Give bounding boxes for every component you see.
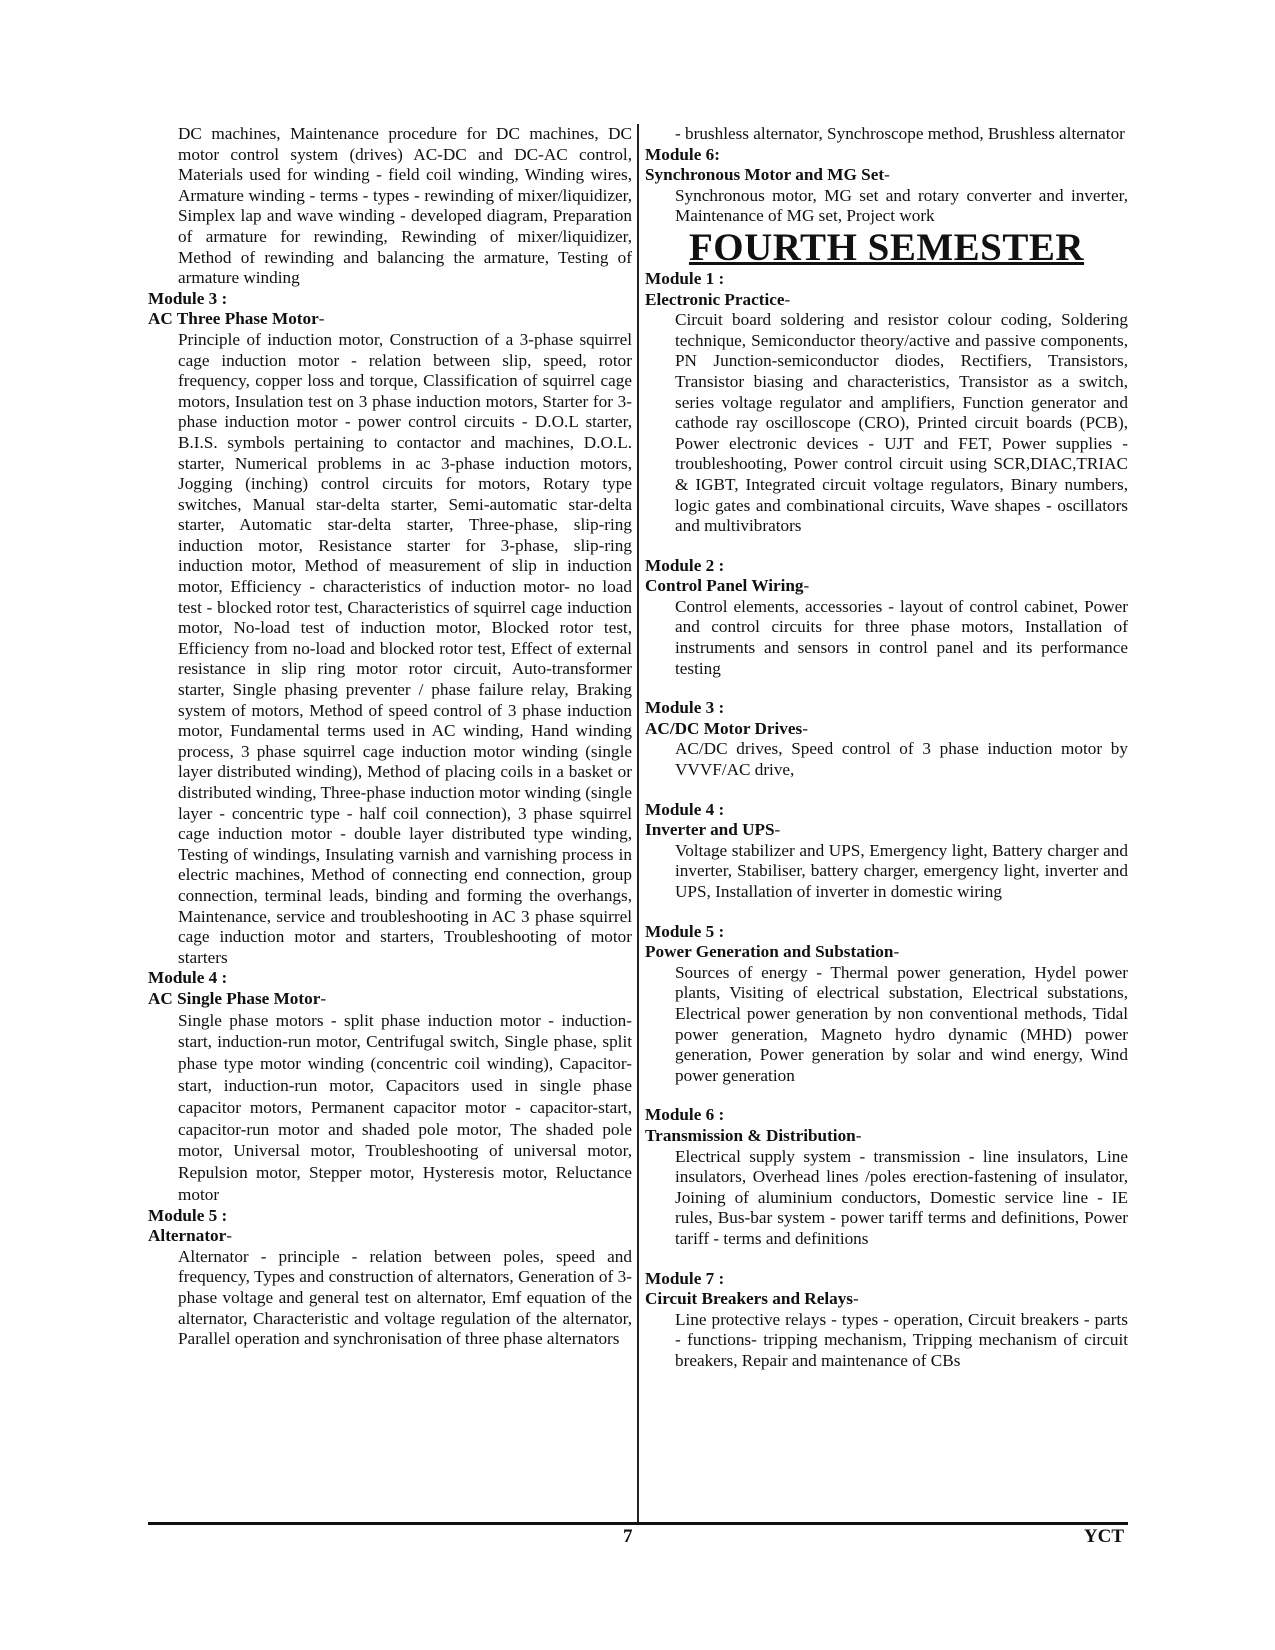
s4-module-6-label: Module 6 : — [645, 1105, 725, 1125]
column-divider — [637, 124, 639, 1522]
left-intro-text: DC machines, Maintenance procedure for DC machines, DC motor control system (drives) AC-DC and DC-AC control, Materials used for winding - field coil winding, Winding wires, Armature winding - terms - types - rewinding of mixer/liquidizer, Simplex lap and wave winding - developed diagram, Preparation of armature for rewinding, Rewinding of mixer/liquidizer, Method of rewinding and balancing the armature, Testing of armature winding — [178, 124, 632, 288]
s4-module-5-body: Sources of energy - Thermal power generation, Hydel power plants, Visiting of electrical substation, Electrical substations, Electrical power generation by non conventional methods, Tidal power generation, Magneto hydro dynamic (MHD) power generation, Power generation by solar and wind energy, Wind power generation — [675, 962, 1128, 1085]
spacer — [645, 1086, 1128, 1105]
page-number: 7 — [623, 1526, 633, 1547]
right-intro-text: - brushless alternator, Synchroscope method, Brushless alternator — [675, 124, 1125, 143]
spacer — [645, 679, 1128, 698]
footer-rule — [148, 1522, 1128, 1525]
module-4-label: Module 4 : — [148, 968, 228, 988]
s4-module-6-title: Transmission & Distribution- — [645, 1125, 862, 1145]
spacer — [645, 1250, 1128, 1269]
module-5-title: Alternator- — [148, 1226, 233, 1246]
spacer — [645, 537, 1128, 556]
module-3-title-text: AC Three Phase Motor — [148, 309, 319, 329]
s4-module-4-title-text: Inverter and UPS — [645, 820, 775, 840]
module-3-label: Module 3 : — [148, 288, 228, 308]
module-5-label: Module 5 : — [148, 1205, 228, 1225]
s4-module-4-label: Module 4 : — [645, 799, 725, 819]
r-module-6-label: Module 6: — [645, 144, 720, 164]
s4-module-3-title: AC/DC Motor Drives- — [645, 718, 808, 738]
s4-module-1-title-text: Electronic Practice — [645, 289, 785, 309]
s4-module-1-label: Module 1 : — [645, 268, 725, 288]
spacer — [645, 903, 1128, 922]
s4-module-7-title-text: Circuit Breakers and Relays — [645, 1289, 853, 1309]
s4-module-2-title-text: Control Panel Wiring — [645, 576, 804, 596]
s4-module-7-label: Module 7 : — [645, 1268, 725, 1288]
s4-module-5-label: Module 5 : — [645, 921, 725, 941]
r-module-6-title-text: Synchronous Motor and MG Set — [645, 165, 885, 185]
s4-module-1-title: Electronic Practice- — [645, 289, 791, 309]
module-3-body: Principle of induction motor, Construction of a 3-phase squirrel cage induction motor - relation between slip, speed, rotor frequency, copper loss and torque, Classification of squirrel cage motors, Insulation test on 3 phase induction motors, Starter for 3-phase induction motor - power control circuits - D.O.L starter, B.I.S. symbols pertaining to contactor and machines, D.O.L. starter, Numerical problems in ac 3-phase induction motors, Jogging (inching) control circuits for motors, Rotary type switches, Manual star-delta starter, Semi-automatic star-delta starter, Automatic star-delta starter, Three-phase, slip-ring induction motor, Resistance starter for 3-phase, slip-ring induction motor, Method of measurement of slip in induction motor, Efficiency - characteristics of induction motor- no load test - blocked rotor test, Characteristics of squirrel cage induction motor, No-load test of induction motor, Blocked rotor test, Efficiency from no-load and blocked rotor test, Effect of external resistance in slip ring motor rotor circuit, Auto-transformer starter, Single phasing preventer / phase failure relay, Braking system of motors, Method of speed control of 3 phase induction motor, Fundamental terms used in AC winding, Hand winding process, 3 phase squirrel cage induction motor winding (single layer distributed winding), Method of placing coils in a basket or distributed winding, Three-phase induction motor winding (single layer - concentric type - half coil connection), 3 phase squirrel cage induction motor - double layer distributed type winding, Testing of windings, Insulating varnish and varnishing process in electric machines, Method of connecting end connection, group connection, terminal leads, binding and forming the overhangs, Maintenance, service and troubleshooting in AC 3 phase squirrel cage induction motor and starters, Troubleshooting of motor starters — [178, 329, 632, 967]
module-5-body: Alternator - principle - relation between poles, speed and frequency, Types and construction of alternators, Generation of 3-phase voltage and general test on alternator, Emf equation of the alternator, Characteristic and voltage regulation of the alternator, Parallel operation and synchronisation of three phase alternators — [178, 1246, 632, 1349]
right-column — [645, 124, 1128, 1371]
s4-module-6-title-text: Transmission & Distribution — [645, 1125, 856, 1145]
s4-module-5-title-text: Power Generation and Substation — [645, 942, 894, 962]
r-module-6-title: Synchronous Motor and MG Set- — [645, 165, 890, 185]
module-4-title: AC Single Phase Motor- — [148, 988, 327, 1008]
s4-module-3-label: Module 3 : — [645, 698, 725, 718]
module-3-title: AC Three Phase Motor- — [148, 309, 325, 329]
module-5-title-text: Alternator — [148, 1226, 227, 1246]
s4-module-2-label: Module 2 : — [645, 555, 725, 575]
document-page — [148, 124, 1128, 1547]
s4-module-1-body: Circuit board soldering and resistor colour coding, Soldering technique, Semiconductor theory/active and passive components, PN Junction-semiconductor diodes, Rectifiers, Transistors, Transistor biasing and characteristics, Transistor as a switch, series voltage regulator and amplifiers, Function generator and cathode ray oscilloscope (CRO), Printed circuit boards (PCB), Power electronic devices - UJT and FET, Power supplies - troubleshooting, Power control circuit using SCR,DIAC,TRIAC & IGBT, Integrated circuit voltage regulators, Binary numbers, logic gates and combinational circuits, Wave shapes - oscillators and multivibrators — [675, 310, 1128, 536]
left-column — [148, 124, 632, 1350]
publisher-brand: YCT — [1083, 1526, 1124, 1547]
s4-module-6-body: Electrical supply system - transmission - line insulators, Line insulators, Overhead lines /poles erection-fastening of insulator, Joining of aluminium conductors, Domestic service line - IE rules, Bus-bar system - power tariff terms and definitions, Power tariff - terms and definitions — [675, 1146, 1128, 1248]
s4-module-7-body: Line protective relays - types - operation, Circuit breakers - parts - functions- tripping mechanism, Tripping mechanism of circuit breakers, Repair and maintenance of CBs — [675, 1309, 1128, 1370]
s4-module-4-body: Voltage stabilizer and UPS, Emergency light, Battery charger and inverter, Stabiliser, battery charger, emergency light, inverter and UPS, Installation of inverter in domestic wiring — [675, 840, 1128, 901]
module-4-body: Single phase motors - split phase induction motor - induction-start, induction-run motor, Centrifugal switch, Single phase, split phase type motor winding (concentric coil winding), Capacitor-start, induction-run motor, Capacitors used in single phase capacitor motors, Permanent capacitor motor - capacitor-start, capacitor-run motor and shaded pole motor, The shaded pole motor, Universal motor, Troubleshooting of universal motor, Repulsion motor, Stepper motor, Hysteresis motor, Reluctance motor — [178, 1010, 632, 1204]
module-4-title-text: AC Single Phase Motor — [148, 988, 321, 1008]
semester-heading: FOURTH SEMESTER — [688, 225, 1085, 269]
s4-module-7-title: Circuit Breakers and Relays- — [645, 1289, 859, 1309]
s4-module-5-title: Power Generation and Substation- — [645, 942, 900, 962]
spacer — [645, 781, 1128, 800]
s4-module-4-title: Inverter and UPS- — [645, 820, 781, 840]
s4-module-3-title-text: AC/DC Motor Drives — [645, 718, 803, 738]
s4-module-3-body: AC/DC drives, Speed control of 3 phase induction motor by VVVF/AC drive, — [675, 739, 1128, 780]
s4-module-2-title: Control Panel Wiring- — [645, 576, 810, 596]
s4-module-2-body: Control elements, accessories - layout of control cabinet, Power and control circuits for three phase motors, Installation of instruments and sensors in control panel and its performance testing — [675, 596, 1128, 678]
r-module-6-body: Synchronous motor, MG set and rotary converter and inverter, Maintenance of MG set, Project work — [675, 185, 1128, 226]
